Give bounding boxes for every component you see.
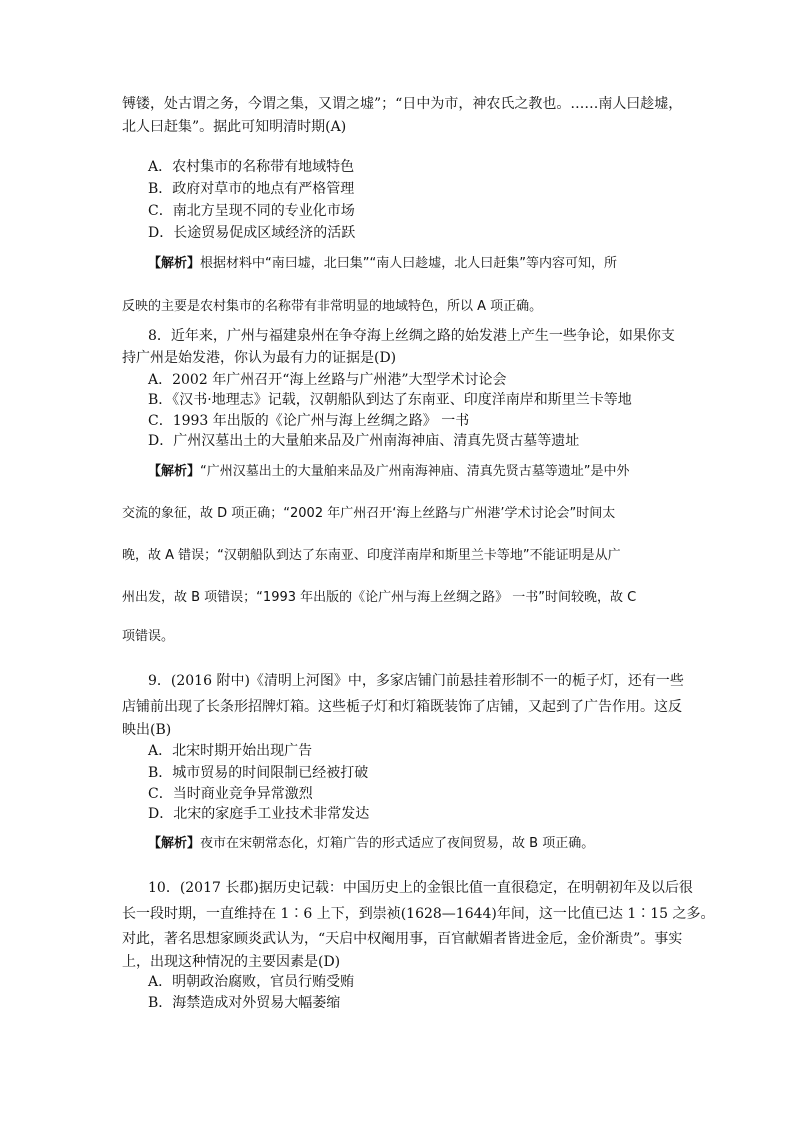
- analysis-text: 反映的主要是农村集市的名称带有非常明显的地域特色，所以 A 项正确。: [122, 299, 543, 314]
- question-text: 北人曰赶集”。据此可知明清时期(A): [122, 119, 347, 135]
- analysis-paragraph: [148, 834, 594, 854]
- option-d: D．长途贸易促成区域经济的活跃: [148, 225, 356, 241]
- option-c: C．1993 年出版的《论广州与海上丝绸之路》 一书: [148, 413, 470, 429]
- analysis-text: 项错误。: [122, 629, 175, 644]
- option-b: B．政府对草市的地点有严格管理: [148, 181, 355, 197]
- analysis-paragraph: [148, 254, 617, 274]
- analysis-text: 州出发，故 B 项错误；“1993 年出版的《论广州与海上丝绸之路》 一书”时间较晚，故 C: [122, 590, 637, 605]
- option-b: B．《汉书·地理志》记载，汉朝船队到达了东南亚、印度洋南岸和斯里兰卡等地: [148, 392, 632, 408]
- option-a: A．农村集市的名称带有地域特色: [148, 159, 355, 175]
- question-text: 映出(B): [122, 722, 172, 738]
- option-b: B．城市贸易的时间限制已经被打破: [148, 765, 369, 781]
- analysis-tag: 【解析】: [148, 256, 201, 271]
- question-text: 8．近年来，广州与福建泉州在争夺海上丝绸之路的始发港上产生一些争论，如果你支: [148, 328, 675, 344]
- option-c: C．南北方呈现不同的专业化市场: [148, 203, 355, 219]
- option-a: A．2002 年广州召开“海上丝路与广州港”大型学术讨论会: [148, 372, 507, 388]
- option-d: D．北宋的家庭手工业技术非常发达: [148, 806, 370, 822]
- option-d: D．广州汉墓出土的大量舶来品及广州南海神庙、清真先贤古墓等遗址: [148, 433, 580, 449]
- question-text: 店铺前出现了长条形招牌灯箱。这些栀子灯和灯箱既装饰了店铺，又起到了广告作用。这反: [122, 699, 682, 715]
- analysis-text: 交流的象征，故 D 项正确；“2002 年广州召开‘海上丝路与广州港’学术讨论会”时间太: [122, 506, 616, 521]
- option-b: B．海禁造成对外贸易大幅萎缩: [148, 995, 341, 1011]
- analysis-tag: 【解析】: [148, 836, 201, 851]
- question-text: 持广州是始发港，你认为最有力的证据是(D): [122, 350, 397, 366]
- analysis-paragraph: [148, 462, 630, 482]
- analysis-text: 根据材料中“南曰墟，北曰集”“南人曰趁墟，北人曰赶集”等内容可知，所: [200, 256, 617, 271]
- analysis-text: “广州汉墓出土的大量舶来品及广州南海神庙、清真先贤古墓等遗址”是中外: [200, 464, 630, 479]
- option-a: A．北宋时期开始出现广告: [148, 743, 313, 759]
- analysis-tag: 【解析】: [148, 464, 201, 479]
- question-text: 上，出现这种情况的主要因素是(D): [122, 954, 341, 970]
- option-c: C．当时商业竞争异常激烈: [148, 786, 313, 802]
- analysis-text: 晚，故 A 错误；“汉朝船队到达了东南亚、印度洋南岸和斯里兰卡等地”不能证明是从广: [122, 548, 621, 563]
- question-text: 长一段时期，一直维持在 1∶6 上下，到崇祯(1628—1644)年间，这一比值已达 1∶15 之多。: [122, 906, 715, 922]
- question-text: 9．(2016 附中)《清明上河图》中，多家店铺门前悬挂着形制不一的栀子灯，还有一些: [148, 673, 684, 689]
- analysis-text: 夜市在宋朝常态化，灯箱广告的形式适应了夜间贸易，故 B 项正确。: [200, 836, 595, 851]
- question-text: 镈镂，处古谓之务，今谓之集，又谓之墟”；“日中为市，神农氏之教也。……南人曰趁墟，: [122, 96, 683, 112]
- question-text: 10．(2017 长郡)据历史记载：中国历史上的金银比值一直很稳定，在明朝初年及以后很: [148, 880, 693, 896]
- question-text: 对此，著名思想家顾炎武认为，“天启中权阉用事，百官献媚者皆进金卮，金价渐贵”。事实: [122, 931, 683, 947]
- option-a: A．明朝政治腐败，官员行贿受贿: [148, 974, 355, 990]
